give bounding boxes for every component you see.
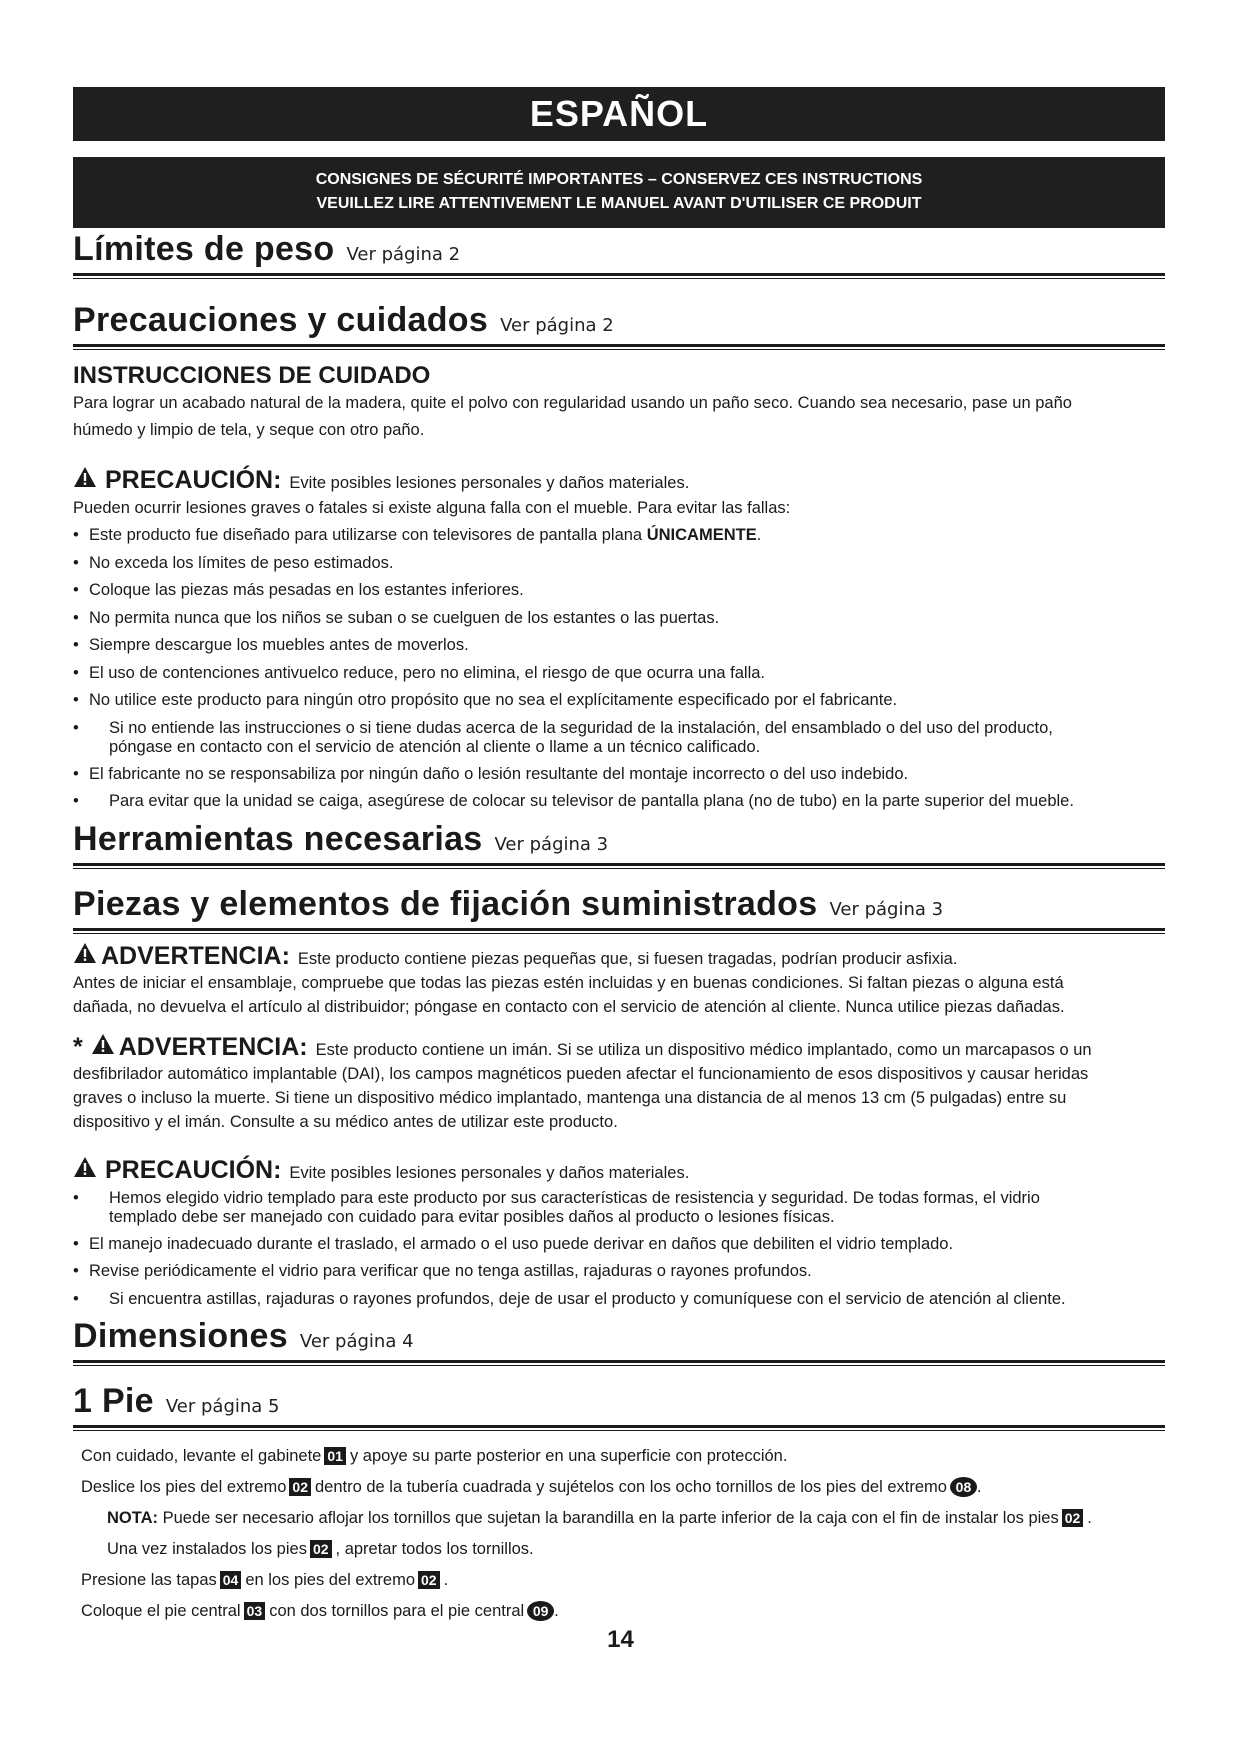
asterisk-marker: *	[73, 1032, 83, 1061]
assembly-note: NOTA: Puede ser necesario aflojar los tornillos que sujetan la barandilla en la parte inferior de la caja con el fin de instalar los pies 02 .	[107, 1509, 1092, 1527]
section-herramientas-header	[73, 820, 1165, 859]
part-badge: 02	[310, 1540, 332, 1558]
notice-line-2: VEUILLEZ LIRE ATTENTIVEMENT LE MANUEL AVANT D'UTILISER CE PRODUIT	[316, 195, 922, 212]
section-divider	[73, 273, 1165, 279]
caution-lead: Evite posibles lesiones personales y daños materiales.	[289, 474, 690, 492]
list-item: • No exceda los límites de peso estimados.	[73, 550, 1165, 578]
section-divider	[73, 928, 1165, 934]
warning-label: ADVERTENCIA:	[101, 941, 290, 970]
warning-triangle-icon	[73, 942, 97, 964]
list-item: • Coloque las piezas más pesadas en los estantes inferiores.	[73, 577, 1165, 605]
section-divider	[73, 344, 1165, 350]
part-badge: 02	[289, 1478, 311, 1496]
part-badge: 03	[244, 1602, 266, 1620]
section-divider	[73, 1360, 1165, 1366]
hardware-badge: 08	[950, 1477, 977, 1497]
section-pie-header	[73, 1382, 1165, 1421]
list-item: • Siempre descargue los muebles antes de moverlos.	[73, 632, 1165, 660]
list-item: • Este producto fue diseñado para utilizarse con televisores de pantalla plana ÚNICAMENTE.	[73, 522, 1165, 550]
manual-page	[73, 87, 1165, 1627]
section-title: Límites de peso	[73, 230, 335, 268]
language-header: ESPAÑOL	[73, 87, 1165, 141]
list-item: • Para evitar que la unidad se caiga, asegúrese de colocar su televisor de pantalla plana (no de tubo) en la parte superior del mueble.	[73, 788, 1165, 816]
assembly-step: Con cuidado, levante el gabinete 01 y apoye su parte posterior en una superficie con protección.	[81, 1447, 788, 1465]
warning-triangle-icon	[91, 1033, 115, 1055]
warning-text-line: dañada, no devuelva el artículo al distribuidor; póngase en contacto con el servicio de atención al cliente. Nunca utilice piezas dañadas.	[73, 997, 1065, 1016]
part-badge: 04	[220, 1571, 242, 1589]
warning-2-line	[73, 1033, 1165, 1062]
assembly-step: Presione las tapas 04 en los pies del extremo 02 .	[81, 1571, 449, 1589]
section-piezas-header	[73, 885, 1165, 924]
caution-2-line	[73, 1156, 1165, 1185]
warning-triangle-icon	[73, 1156, 97, 1178]
assembly-step: Coloque el pie central 03 con dos tornillos para el pie central 09 .	[81, 1602, 559, 1620]
part-badge: 02	[418, 1571, 440, 1589]
caution-lead: Evite posibles lesiones personales y daños materiales.	[289, 1163, 690, 1182]
section-title: Herramientas necesarias	[73, 819, 483, 858]
caution-label: PRECAUCIÓN:	[105, 1155, 282, 1184]
section-title: Piezas y elementos de fijación suministrados	[73, 884, 818, 923]
safety-notice	[73, 157, 1165, 228]
part-badge: 02	[1062, 1509, 1084, 1527]
warning-text-line: Antes de iniciar el ensamblaje, compruebe que todas las piezas estén incluidas y en buenas condiciones. Si faltan piezas o alguna está	[73, 973, 1064, 992]
list-item: • El uso de contenciones antivuelco reduce, pero no elimina, el riesgo de que ocurra una falla.	[73, 660, 1165, 688]
list-item: • Si no entiende las instrucciones o si tiene dudas acerca de la seguridad de la instalación, del ensamblado o del uso del producto, póngase en contacto con el servicio de atención al cliente o llame a un técnico calificado.	[73, 719, 1165, 757]
hardware-badge: 09	[527, 1601, 554, 1621]
list-item: • Revise periódicamente el vidrio para verificar que no tenga astillas, rajaduras o rayones profundos.	[73, 1258, 1165, 1286]
warning-text-line: graves o incluso la muerte. Si tiene un dispositivo médico implantado, mantenga una distancia de al menos 13 cm (5 pulgadas) entre su	[73, 1088, 1067, 1107]
warning-lead: Este producto contiene un imán. Si se utiliza un dispositivo médico implantado, como un marcapasos o un	[315, 1040, 1092, 1059]
caution-1-line	[73, 466, 1165, 495]
warning-triangle-icon	[73, 466, 97, 488]
section-title: Dimensiones	[73, 1317, 288, 1355]
page-reference: Ver página 5	[165, 1396, 280, 1417]
warning-text-line: dispositivo y el imán. Consulte a su médico antes de utilizar este producto.	[73, 1112, 618, 1131]
caution-label: PRECAUCIÓN:	[105, 466, 282, 494]
warning-text-line: desfibrilador automático implantable (DAI), los campos magnéticos pueden afectar el funcionamiento de esos dispositivos y causar heridas	[73, 1064, 1089, 1083]
page-reference: Ver página 4	[299, 1331, 414, 1352]
list-item: • El fabricante no se responsabiliza por ningún daño o lesión resultante del montaje incorrecto o del uso indebido.	[73, 761, 1165, 789]
list-item: • Hemos elegido vidrio templado para este producto por sus características de resistencia y seguridad. De todas formas, el vidrio templado debe ser manejado con cuidado para evitar posibles daños al producto o lesiones físicas.	[73, 1189, 1165, 1227]
list-item: • No utilice este producto para ningún otro propósito que no sea el explícitamente especificado por el fabricante.	[73, 687, 1165, 715]
section-title: 1 Pie	[73, 1382, 154, 1420]
warning-1-line	[73, 942, 1165, 971]
care-text-line: Para lograr un acabado natural de la madera, quite el polvo con regularidad usando un paño seco. Cuando sea necesario, pase un paño	[73, 394, 1072, 412]
assembly-steps	[73, 1441, 1165, 1627]
caution-intro: Pueden ocurrir lesiones graves o fatales si existe alguna falla con el mueble. Para evitar las fallas:	[73, 499, 791, 517]
notice-line-1: CONSIGNES DE SÉCURITÉ IMPORTANTES – CONSERVEZ CES INSTRUCTIONS	[315, 171, 923, 188]
assembly-step: Deslice los pies del extremo 02 dentro de la tubería cuadrada y sujételos con los ocho tornillos de los pies del extremo 08 .	[81, 1478, 982, 1496]
page-number: 14	[607, 1626, 634, 1653]
list-item: • No permita nunca que los niños se suban o se cuelguen de los estantes o las puertas.	[73, 605, 1165, 633]
section-title: Precauciones y cuidados	[73, 301, 489, 339]
warning-lead: Este producto contiene piezas pequeñas que, si fuesen tragadas, podrían producir asfixia.	[297, 949, 958, 968]
page-reference: Ver página 2	[500, 315, 614, 336]
list-item: • Si encuentra astillas, rajaduras o rayones profundos, deje de usar el producto y comuníquese con el servicio de atención al cliente.	[73, 1286, 1165, 1314]
section-divider	[73, 863, 1165, 869]
section-precauciones-header	[73, 301, 1165, 340]
page-reference: Ver página 2	[346, 244, 461, 265]
care-text-line: húmedo y limpio de tela, y seque con otro paño.	[73, 421, 425, 439]
page-reference: Ver página 3	[494, 833, 609, 855]
care-heading: INSTRUCCIONES DE CUIDADO	[73, 362, 431, 389]
part-badge: 01	[324, 1447, 346, 1465]
section-divider	[73, 1425, 1165, 1431]
caution-2-list	[73, 1189, 1165, 1314]
caution-1-list	[73, 522, 1165, 816]
list-item: • El manejo inadecuado durante el traslado, el armado o el uso puede derivar en daños que debiliten el vidrio templado.	[73, 1231, 1165, 1259]
section-dimensiones-header	[73, 1317, 1165, 1356]
section-limites-header	[73, 230, 1165, 269]
page-reference: Ver página 3	[829, 898, 944, 920]
warning-label: ADVERTENCIA:	[118, 1032, 308, 1061]
assembly-note: Una vez instalados los pies 02 , apretar todos los tornillos.	[107, 1540, 534, 1558]
